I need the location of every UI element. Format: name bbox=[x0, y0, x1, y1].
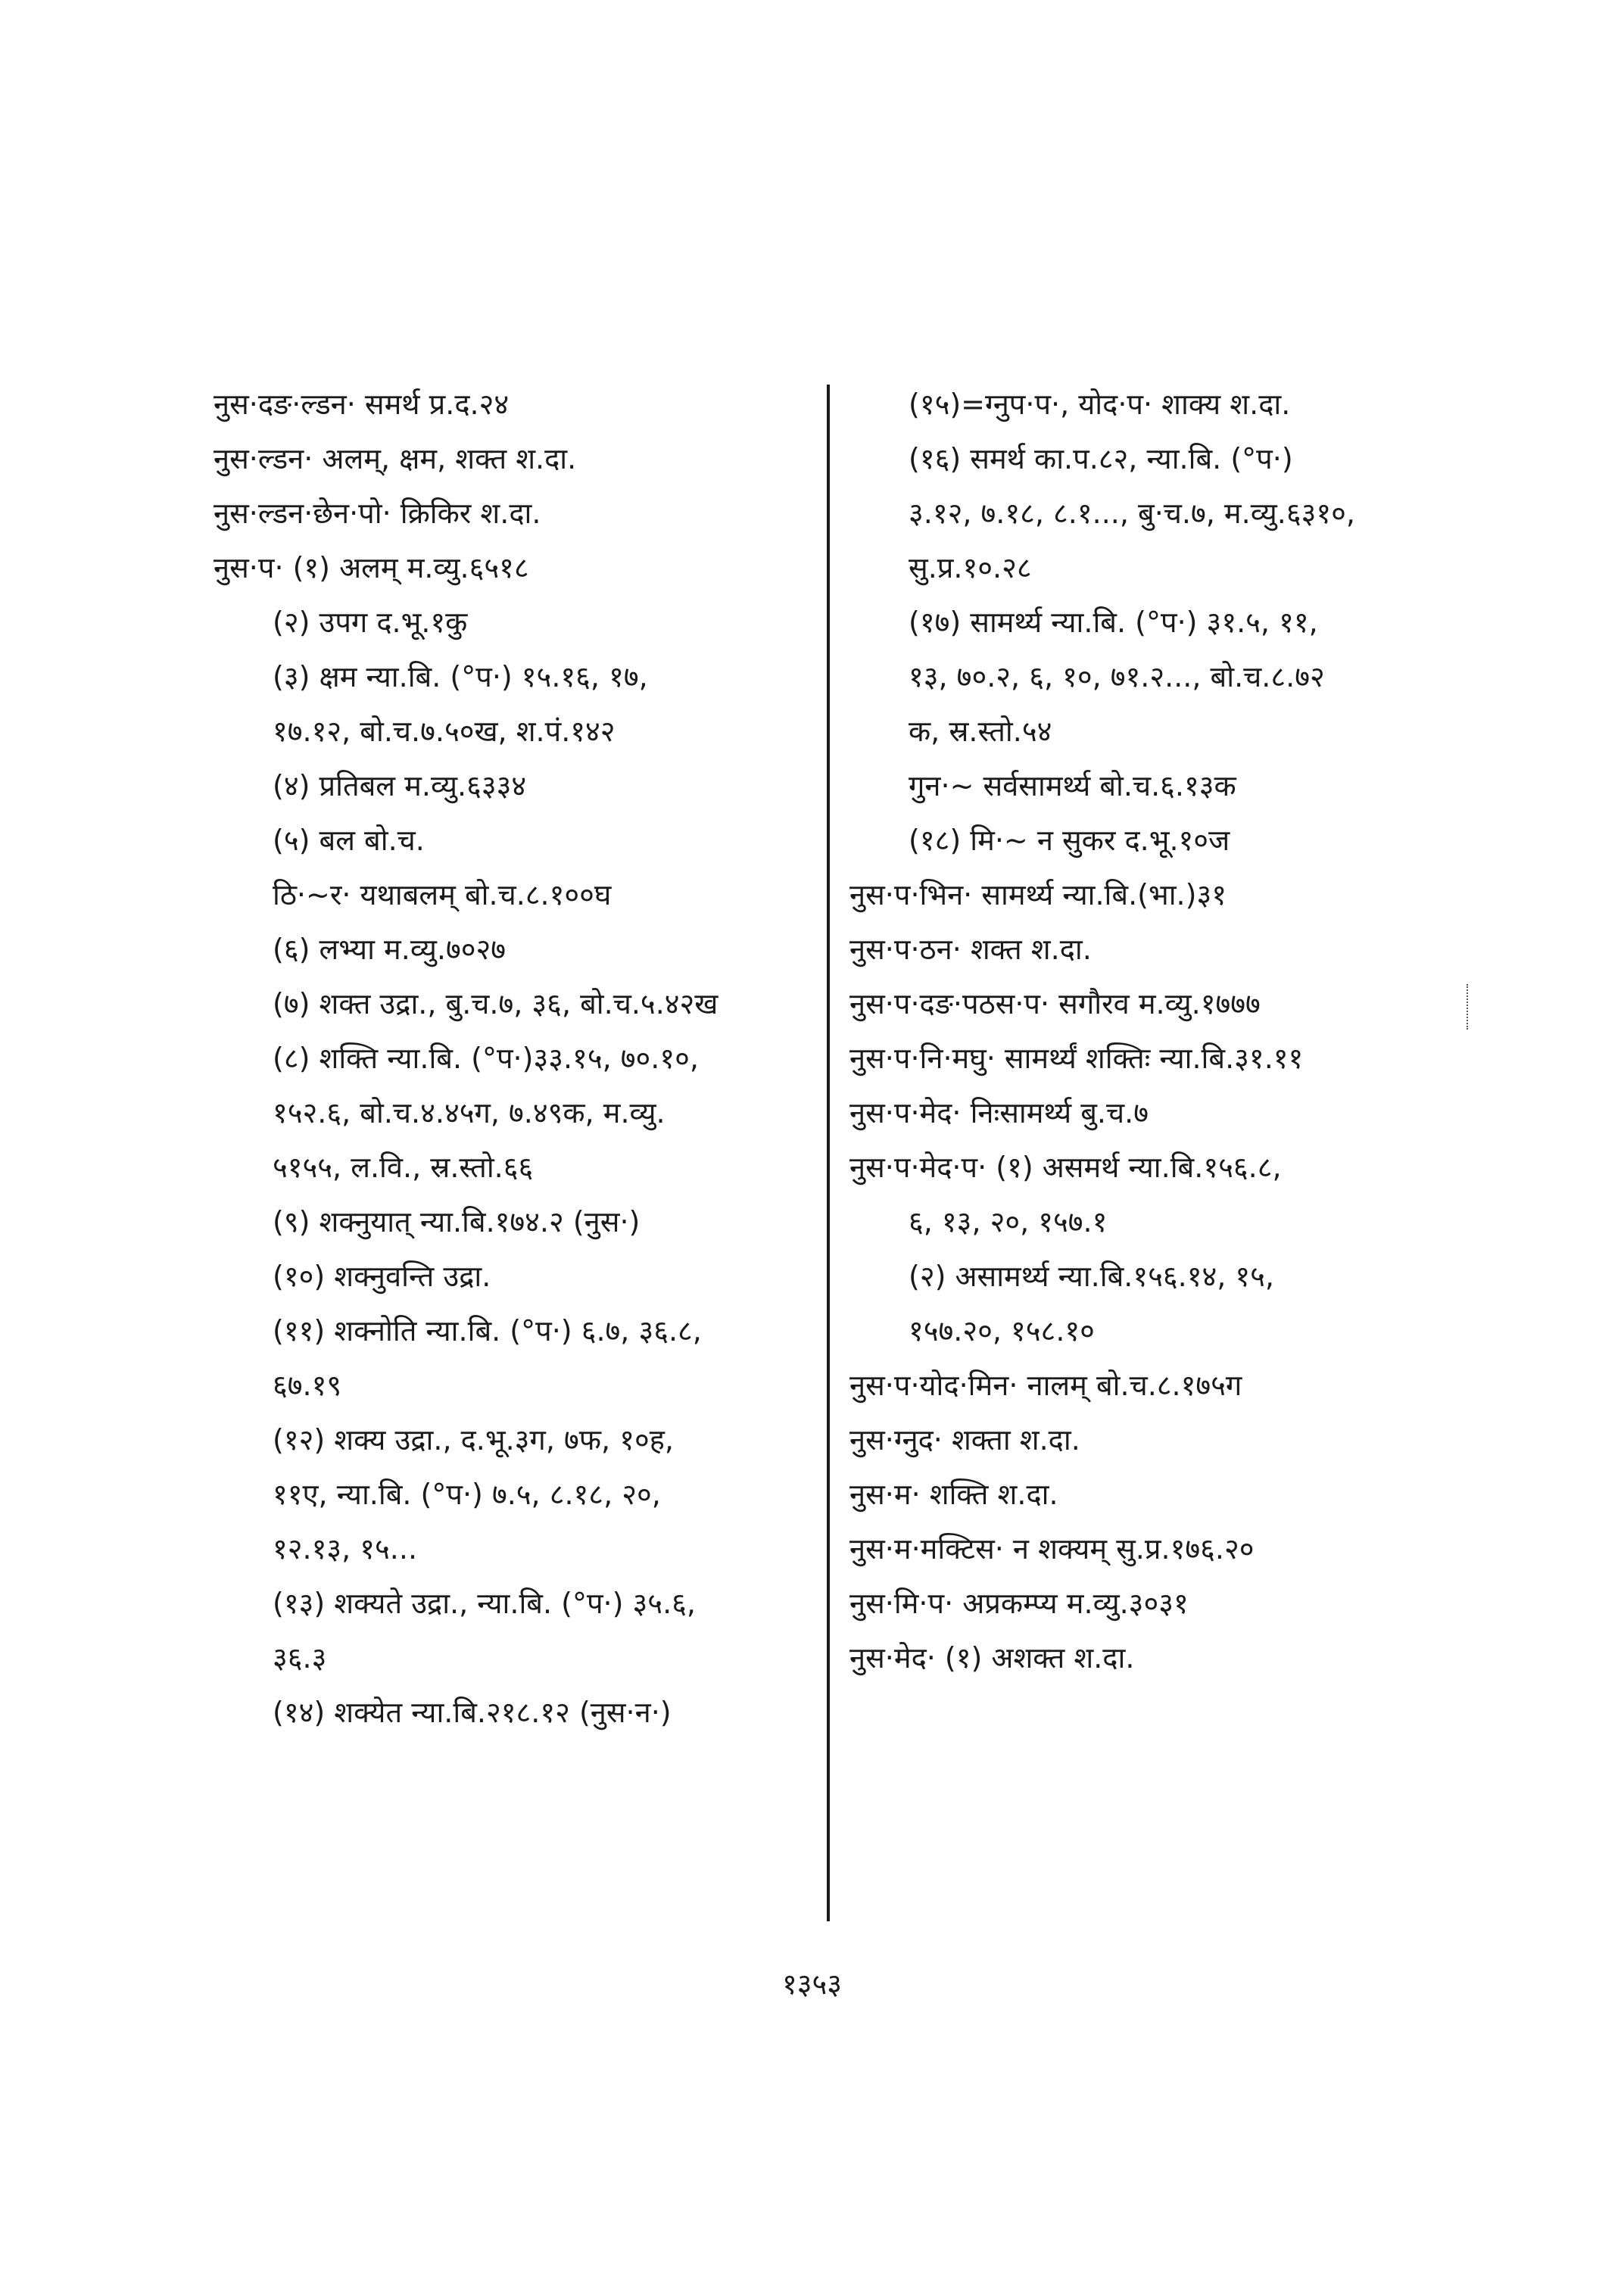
entry-line: नुस·प·दङ·पठस·प· सगौरव म.व्यु.१७७७ bbox=[849, 987, 1261, 1020]
entry-line: ६७.१९ bbox=[273, 1369, 342, 1402]
entry-line: नुस·ग्नुद· शक्ता श.दा. bbox=[849, 1423, 1080, 1456]
entry-line: ठि·~र· यथाबलम् बो.च.८.१००घ bbox=[273, 878, 612, 911]
entry-line: नुस·ल्डन· अलम्, क्षम, शक्त श.दा. bbox=[214, 442, 577, 475]
entry-line: (१४) शक्येत न्या.बि.२१८.१२ (नुस·न·) bbox=[273, 1696, 672, 1729]
entry-line: १५२.६, बो.च.४.४५ग, ७.४९क, म.व्यु. bbox=[273, 1096, 665, 1129]
entry-line: ३६.३ bbox=[273, 1641, 327, 1675]
entry-line: नुस·प· (१) अलम् म.व्यु.६५१८ bbox=[214, 551, 529, 584]
entry-line: (७) शक्त उद्रा., बु.च.७, ३६, बो.च.५.४२ख bbox=[273, 987, 718, 1020]
entry-line: १५७.२०, १५८.१० bbox=[909, 1314, 1095, 1347]
entry-line: १२.१३, १५... bbox=[273, 1532, 418, 1566]
entry-line: ३.१२, ७.१८, ८.१..., बु·च.७, म.व्यु.६३१०, bbox=[909, 497, 1355, 530]
entry-line: (१०) शक्नुवन्ति उद्रा. bbox=[273, 1260, 491, 1293]
entry-line: (९) शक्नुयात् न्या.बि.१७४.२ (नुस·) bbox=[273, 1205, 641, 1238]
entry-line: ६, १३, २०, १५७.१ bbox=[909, 1205, 1108, 1238]
entry-line: (११) शक्नोति न्या.बि. (°प·) ६.७, ३६.८, bbox=[273, 1314, 702, 1347]
entry-line: (३) क्षम न्या.बि. (°प·) १५.१६, १७, bbox=[273, 660, 648, 693]
left-column bbox=[214, 377, 812, 1740]
entry-line: (६) लभ्या म.व्यु.७०२७ bbox=[273, 933, 506, 966]
entry-line: सु.प्र.१०.२८ bbox=[909, 551, 1032, 584]
entry-line: क, स्र.स्तो.५४ bbox=[909, 715, 1052, 748]
margin-dotted-mark bbox=[1467, 984, 1470, 1030]
entry-line: (१८) मि·~ न सुकर द.भू.१०ज bbox=[909, 824, 1230, 857]
entry-line: (४) प्रतिबल म.व्यु.६३३४ bbox=[273, 769, 527, 802]
entry-line: नुस·प·भिन· सामर्थ्य न्या.बि.(भा.)३१ bbox=[849, 878, 1227, 911]
entry-line: (२) उपग द.भू.१कु bbox=[273, 606, 468, 639]
entry-line: नुस·मेद· (१) अशक्त श.दा. bbox=[849, 1641, 1135, 1675]
entry-line: नुस·म·मक्टिस· न शक्यम् सु.प्र.१७६.२० bbox=[849, 1532, 1255, 1566]
column-divider bbox=[827, 385, 830, 1921]
entry-line: नुस·दङ·ल्डन· समर्थ प्र.द.२४ bbox=[214, 388, 510, 421]
entry-line: ५१५५, ल.वि., स्र.स्तो.६६ bbox=[273, 1151, 534, 1184]
entry-line: (१२) शक्य उद्रा., द.भू.३ग, ७फ, १०ह, bbox=[273, 1423, 674, 1456]
entry-line: (२) असामर्थ्य न्या.बि.१५६.१४, १५, bbox=[909, 1260, 1274, 1293]
entry-line: नुस·प·नि·मघु· सामर्थ्यं शक्तिः न्या.बि.३१.११ bbox=[849, 1042, 1304, 1075]
entry-line: गुन·~ सर्वसामर्थ्य बो.च.६.१३क bbox=[909, 769, 1236, 802]
entry-line: नुस·प·मेद· निःसामर्थ्य बु.च.७ bbox=[849, 1096, 1149, 1129]
entry-line: (१५)=ग्नुप·प·, योद·प· शाक्य श.दा. bbox=[909, 388, 1291, 421]
entry-line: नुस·म· शक्ति श.दा. bbox=[849, 1478, 1058, 1511]
entry-line: नुस·प·योद·मिन· नालम् बो.च.८.१७५ग bbox=[849, 1369, 1242, 1402]
entry-line: १३, ७०.२, ६, १०, ७१.२..., बो.च.८.७२ bbox=[909, 660, 1325, 693]
entry-line: नुस·प·ठन· शक्त श.दा. bbox=[849, 933, 1092, 966]
page-number: १३५३ bbox=[781, 1967, 843, 2001]
entry-line: (५) बल बो.च. bbox=[273, 824, 425, 857]
entry-line: (८) शक्ति न्या.बि. (°प·)३३.१५, ७०.१०, bbox=[273, 1042, 699, 1075]
entry-line: ११ए, न्या.बि. (°प·) ७.५, ८.१८, २०, bbox=[273, 1478, 661, 1511]
entry-line: नुस·मि·प· अप्रकम्प्य म.व्यु.३०३१ bbox=[849, 1587, 1189, 1620]
right-column bbox=[849, 377, 1448, 1685]
entry-line: १७.१२, बो.च.७.५०ख, श.पं.१४२ bbox=[273, 715, 616, 748]
entry-line: (१३) शक्यते उद्रा., न्या.बि. (°प·) ३५.६, bbox=[273, 1587, 696, 1620]
entry-line: नुस·प·मेद·प· (१) असमर्थ न्या.बि.१५६.८, bbox=[849, 1151, 1282, 1184]
entry-line: (१६) समर्थ का.प.८२, न्या.बि. (°प·) bbox=[909, 442, 1293, 475]
entry-line: नुस·ल्डन·छेन·पो· क्रिकिर श.दा. bbox=[214, 497, 541, 530]
entry-line: (१७) सामर्थ्य न्या.बि. (°प·) ३१.५, ११, bbox=[909, 606, 1318, 639]
